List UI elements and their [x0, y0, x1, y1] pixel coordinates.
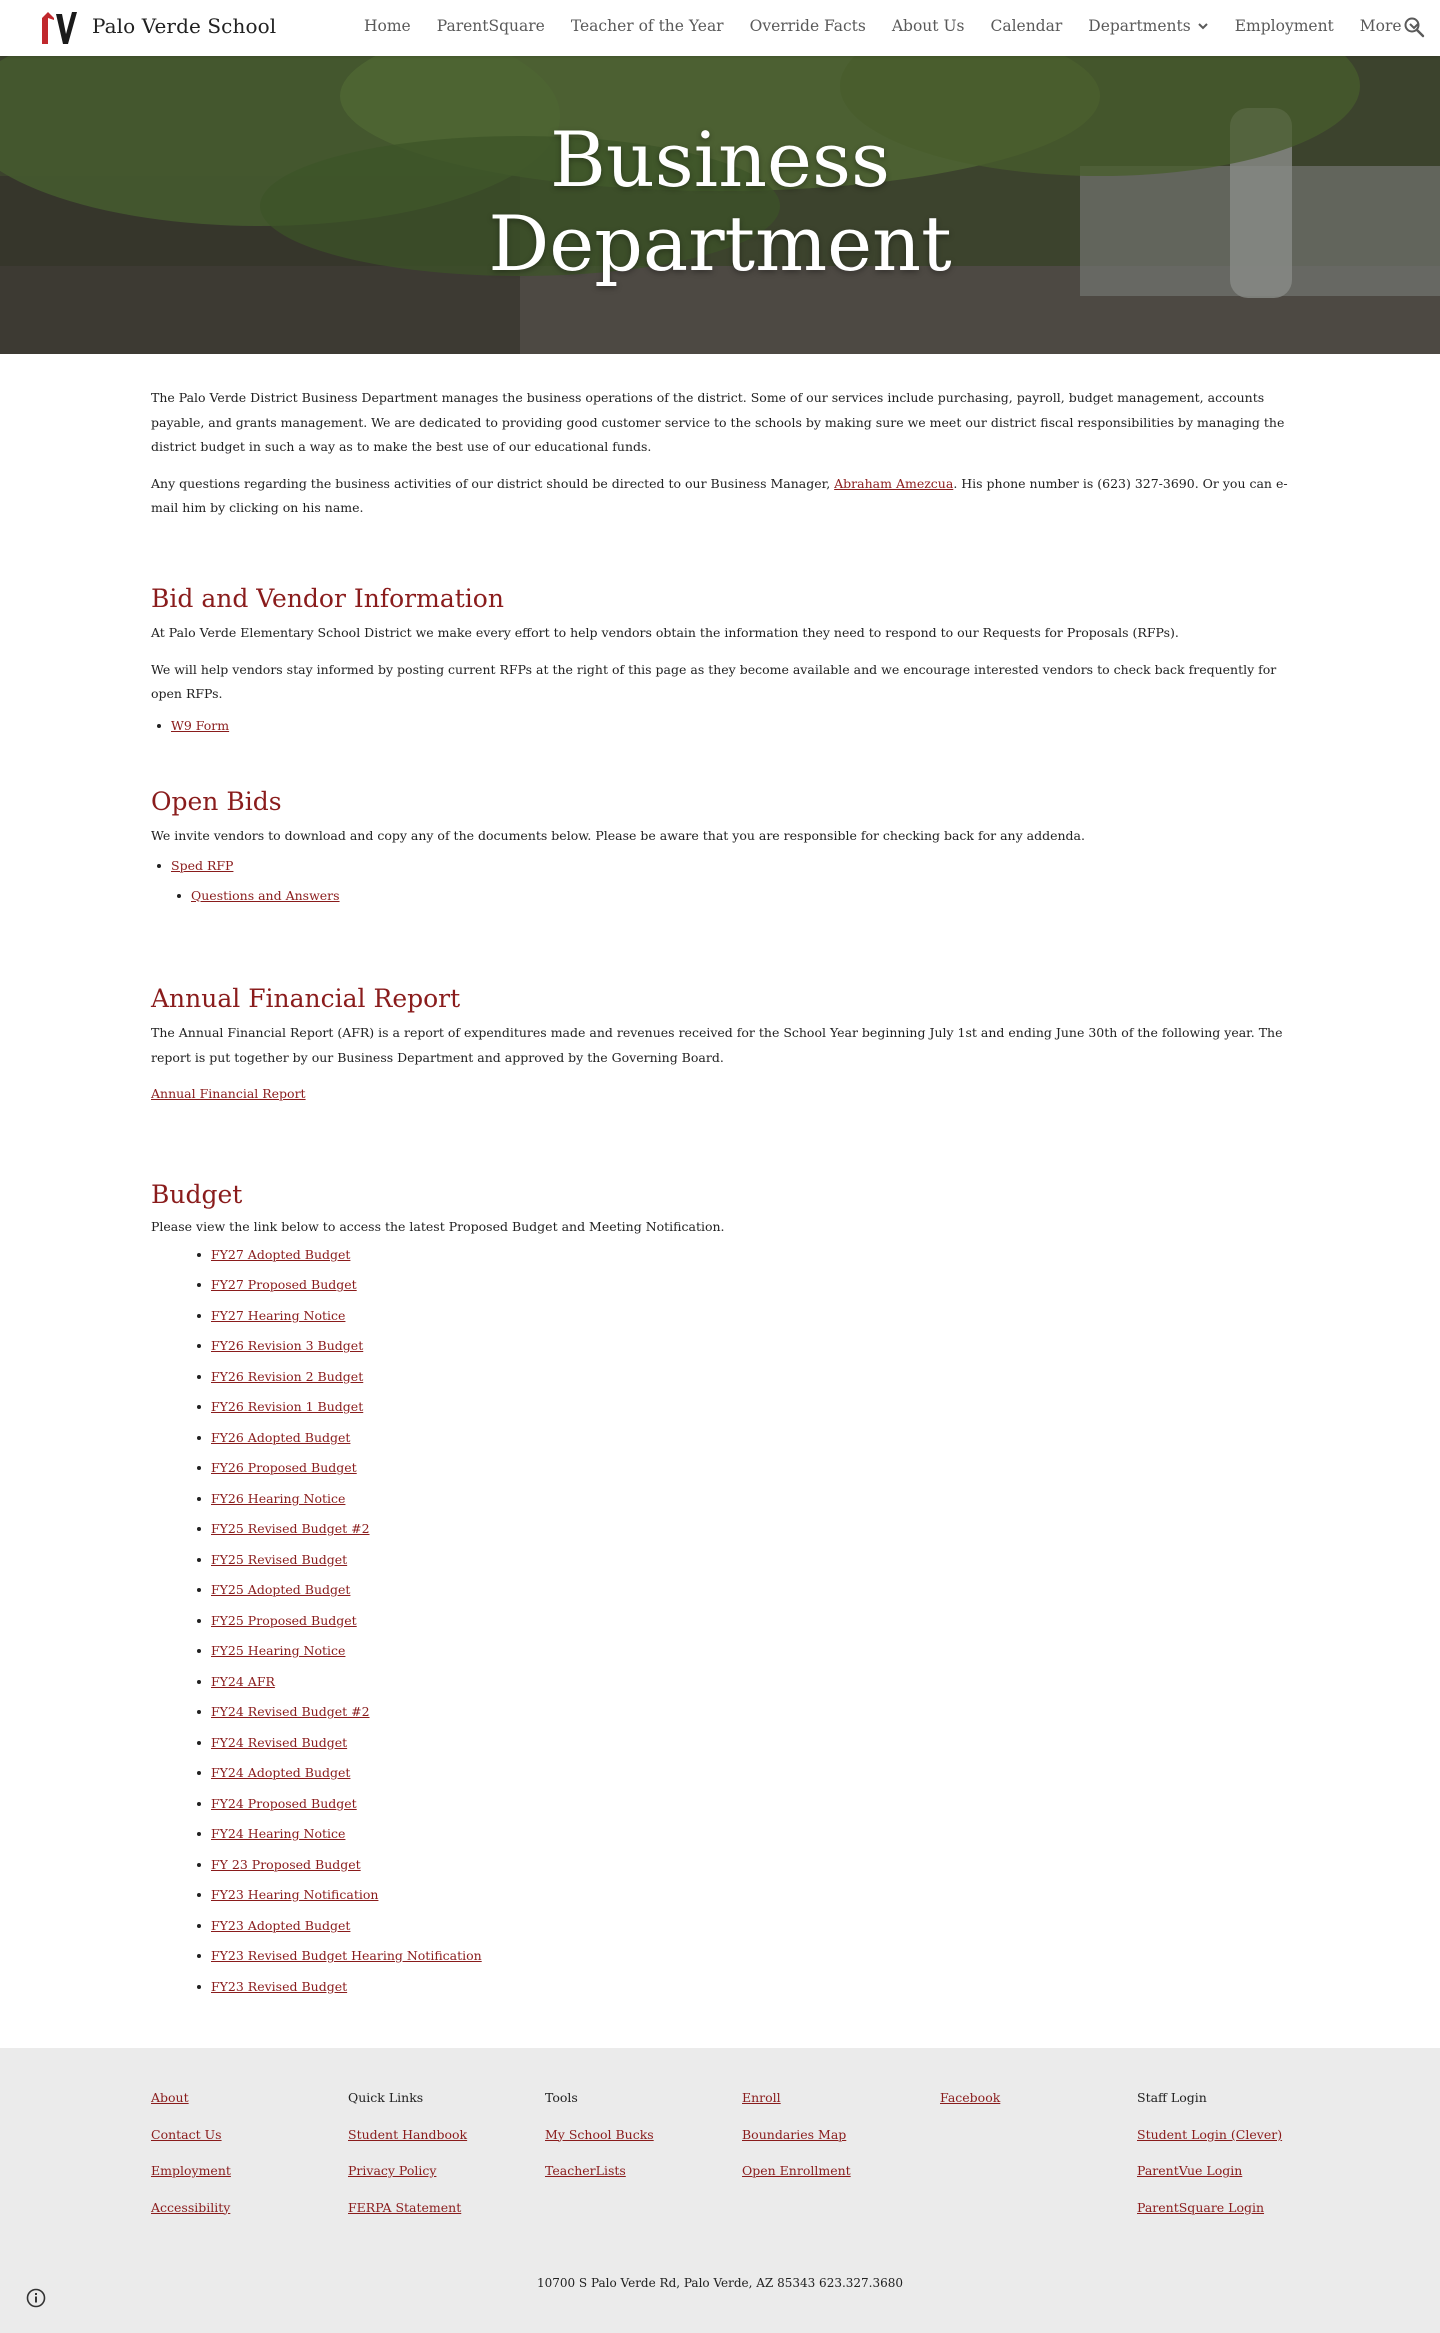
- budget-section: [151, 1180, 1291, 2002]
- footer-address: 10700 S Palo Verde Rd, Palo Verde, AZ 85343 623.327.3680: [536, 2276, 904, 2290]
- budget-document-link[interactable]: FY26 Revision 3 Budget: [211, 1338, 364, 1353]
- list-item: [211, 1514, 1291, 1545]
- footer-link-facebook[interactable]: Facebook: [940, 2090, 1001, 2105]
- list-item: [171, 711, 1291, 742]
- footer-heading-quick-links: Quick Links: [348, 2090, 424, 2105]
- footer-column-3: [545, 2080, 654, 2190]
- footer-link-accessibility[interactable]: Accessibility: [151, 2199, 231, 2215]
- nav-home[interactable]: [364, 17, 411, 35]
- nav-label: Home: [364, 17, 411, 35]
- budget-document-link[interactable]: FY26 Proposed Budget: [211, 1460, 357, 1475]
- budget-document-link[interactable]: FY23 Revised Budget: [211, 1978, 348, 1994]
- footer-heading-staff-login: Staff Login: [1137, 2090, 1207, 2105]
- list-item: [211, 1240, 1291, 1271]
- list-item: [211, 1697, 1291, 1728]
- footer-link-privacy-policy[interactable]: Privacy Policy: [348, 2163, 437, 2178]
- footer-column-6: [1137, 2080, 1282, 2226]
- budget-heading: Budget: [151, 1180, 243, 1209]
- budget-document-link[interactable]: FY27 Adopted Budget: [211, 1246, 351, 1262]
- footer-link-teacherlists[interactable]: TeacherLists: [545, 2163, 626, 2178]
- list-item: [211, 1636, 1291, 1667]
- list-item: [211, 1850, 1291, 1881]
- footer-link-boundaries-map[interactable]: Boundaries Map: [742, 2126, 847, 2142]
- footer-link-enroll[interactable]: Enroll: [742, 2090, 781, 2105]
- contact-text-after: . His phone number is (623) 327-3690. Or you can e-mail him by clicking on his name.: [151, 475, 1288, 515]
- search-icon[interactable]: [1403, 16, 1425, 38]
- budget-document-link[interactable]: FY23 Adopted Budget: [211, 1917, 351, 1933]
- nav-override-facts[interactable]: [750, 17, 866, 35]
- annual-report-link-line: [151, 1082, 1291, 1107]
- budget-document-link[interactable]: FY25 Revised Budget: [211, 1551, 348, 1567]
- nav-label: Override Facts: [749, 17, 866, 35]
- annual-financial-report-link[interactable]: Annual Financial Report: [151, 1086, 306, 1101]
- main-nav: [364, 17, 1440, 35]
- questions-answers-link[interactable]: Questions and Answers: [191, 888, 340, 903]
- budget-document-link[interactable]: FY25 Hearing Notice: [211, 1643, 346, 1658]
- footer-link-parentvue-login[interactable]: ParentVue Login: [1137, 2163, 1243, 2178]
- open-bids-heading: Open Bids: [151, 787, 282, 816]
- budget-document-link[interactable]: FY26 Adopted Budget: [211, 1429, 351, 1445]
- intro-section: [151, 386, 1291, 521]
- budget-document-link[interactable]: FY27 Proposed Budget: [211, 1277, 357, 1292]
- list-item: [211, 1453, 1291, 1484]
- footer-link-parentsquare-login[interactable]: ParentSquare Login: [1137, 2199, 1265, 2215]
- footer-column-4: [742, 2080, 851, 2190]
- intro-contact-paragraph: [151, 472, 1291, 521]
- footer-column-2: [348, 2080, 467, 2226]
- list-item: [211, 1484, 1291, 1515]
- list-item: [171, 851, 1291, 882]
- footer-link-contact-us[interactable]: Contact Us: [151, 2126, 222, 2142]
- list-item: [211, 1423, 1291, 1454]
- footer-link-ferpa-statement[interactable]: FERPA Statement: [348, 2199, 462, 2215]
- budget-document-link[interactable]: FY 23 Proposed Budget: [211, 1856, 361, 1872]
- business-manager-link[interactable]: Abraham Amezcua: [834, 475, 954, 491]
- bid-vendor-links: [171, 711, 1291, 742]
- budget-document-link[interactable]: FY26 Revision 1 Budget: [211, 1399, 364, 1414]
- list-item: [191, 881, 1291, 912]
- budget-links: [211, 1240, 1291, 2003]
- pv-logo-icon[interactable]: [38, 8, 78, 48]
- nav-teacher-of-the-year[interactable]: [571, 17, 724, 35]
- footer-link-student-login[interactable]: Student Login (Clever): [1137, 2126, 1283, 2142]
- site-title[interactable]: Palo Verde School: [92, 14, 277, 38]
- sped-rfp-link[interactable]: Sped RFP: [171, 857, 234, 873]
- intro-paragraph: The Palo Verde District Business Department manages the business operations of the district. Some of our services include purchasing, payroll, budget management, accounts payable, and grants management. We are dedicated to providing good customer service to the schools by making sure we meet our district fiscal responsibilities by managing the district budget in such a way as to make the best use of our educational funds.: [151, 390, 1285, 454]
- hero-banner: [0, 56, 1440, 354]
- list-item: [211, 1911, 1291, 1942]
- nav-employment[interactable]: [1235, 17, 1334, 35]
- bid-vendor-paragraph: We will help vendors stay informed by posting current RFPs at the right of this page as they become available and we encourage interested vendors to check back frequently for open RFPs.: [151, 661, 1277, 701]
- footer-column-1: [151, 2080, 231, 2226]
- list-item: [211, 1575, 1291, 1606]
- site-footer: [0, 2048, 1440, 2333]
- budget-document-link[interactable]: FY24 Adopted Budget: [211, 1765, 351, 1780]
- bid-vendor-section: [151, 584, 1291, 741]
- annual-report-section: [151, 984, 1291, 1107]
- list-item: [211, 1819, 1291, 1850]
- contact-text-before: Any questions regarding the business activities of our district should be directed to our Business Manager,: [151, 475, 835, 491]
- list-item: [211, 1301, 1291, 1332]
- list-item: [211, 1606, 1291, 1637]
- footer-link-open-enrollment[interactable]: Open Enrollment: [742, 2163, 851, 2178]
- budget-paragraph: Please view the link below to access the latest Proposed Budget and Meeting Notification.: [151, 1219, 725, 1234]
- list-item: [211, 1362, 1291, 1393]
- nav-parentsquare[interactable]: [437, 17, 545, 35]
- chevron-down-icon[interactable]: [1197, 20, 1209, 32]
- top-navigation-bar: [0, 0, 1440, 56]
- footer-link-my-school-bucks[interactable]: My School Bucks: [545, 2126, 654, 2142]
- budget-document-link[interactable]: FY24 Revised Budget #2: [211, 1704, 370, 1719]
- footer-heading-tools: Tools: [545, 2090, 578, 2105]
- nav-label: Calendar: [990, 17, 1063, 35]
- budget-document-link[interactable]: FY24 AFR: [211, 1673, 275, 1689]
- nav-label: Employment: [1234, 17, 1334, 35]
- budget-document-link[interactable]: FY24 Proposed Budget: [211, 1795, 357, 1811]
- footer-link-about[interactable]: About: [151, 2090, 189, 2105]
- budget-document-link[interactable]: FY26 Revision 2 Budget: [211, 1368, 364, 1384]
- list-item: [211, 1392, 1291, 1423]
- open-bids-paragraph: We invite vendors to download and copy any of the documents below. Please be aware that you are responsible for checking back for any addenda.: [151, 828, 1085, 843]
- budget-document-link[interactable]: FY27 Hearing Notice: [211, 1307, 346, 1323]
- page-title: [0, 115, 1440, 288]
- bid-vendor-heading: Bid and Vendor Information: [151, 584, 504, 613]
- nav-label: ParentSquare: [436, 17, 545, 35]
- nav-departments[interactable]: [1088, 17, 1208, 35]
- list-item: [211, 1972, 1291, 2003]
- list-item: [211, 1331, 1291, 1362]
- annual-report-heading: Annual Financial Report: [151, 984, 461, 1013]
- nav-label: About Us: [891, 17, 965, 35]
- budget-document-link[interactable]: FY23 Hearing Notification: [211, 1887, 379, 1902]
- footer-link-student-handbook[interactable]: Student Handbook: [348, 2126, 468, 2142]
- list-item: [211, 1667, 1291, 1698]
- nav-label: Departments: [1088, 17, 1191, 35]
- nav-about-us[interactable]: [892, 17, 965, 35]
- nav-label: More: [1359, 17, 1402, 35]
- list-item: [211, 1880, 1291, 1911]
- page-title-line2: Department: [488, 199, 952, 288]
- w9-form-link[interactable]: W9 Form: [171, 717, 230, 733]
- bid-vendor-paragraph: At Palo Verde Elementary School District we make every effort to help vendors obtain the information they need to respond to our Requests for Proposals (RFPs).: [151, 625, 1179, 640]
- list-item: [211, 1758, 1291, 1789]
- footer-column-5: [940, 2080, 1000, 2117]
- budget-document-link[interactable]: FY24 Hearing Notice: [211, 1826, 346, 1841]
- budget-document-link[interactable]: FY25 Revised Budget #2: [211, 1521, 370, 1536]
- annual-report-paragraph: The Annual Financial Report (AFR) is a report of expenditures made and revenues received for the School Year beginning July 1st and ending June 30th of the following year. The report is put together by our Business Department and approved by the Governing Board.: [151, 1025, 1283, 1065]
- budget-document-link[interactable]: FY25 Adopted Budget: [211, 1582, 351, 1597]
- list-item: [211, 1545, 1291, 1576]
- info-icon[interactable]: [25, 2287, 47, 2309]
- open-bids-section: [151, 787, 1291, 912]
- page-title-line1: Business: [549, 115, 891, 204]
- budget-document-link[interactable]: FY24 Revised Budget: [211, 1734, 348, 1750]
- budget-document-link[interactable]: FY25 Proposed Budget: [211, 1612, 357, 1628]
- list-item: [211, 1789, 1291, 1820]
- budget-document-link[interactable]: FY23 Revised Budget Hearing Notification: [211, 1948, 482, 1963]
- open-bids-sublinks: [191, 881, 1291, 912]
- list-item: [211, 1728, 1291, 1759]
- footer-link-employment[interactable]: Employment: [151, 2163, 231, 2178]
- nav-label: Teacher of the Year: [570, 17, 724, 35]
- budget-document-link[interactable]: FY26 Hearing Notice: [211, 1490, 346, 1506]
- list-item: [211, 1270, 1291, 1301]
- list-item: [211, 1941, 1291, 1972]
- open-bids-links: [171, 851, 1291, 882]
- nav-calendar[interactable]: [990, 17, 1062, 35]
